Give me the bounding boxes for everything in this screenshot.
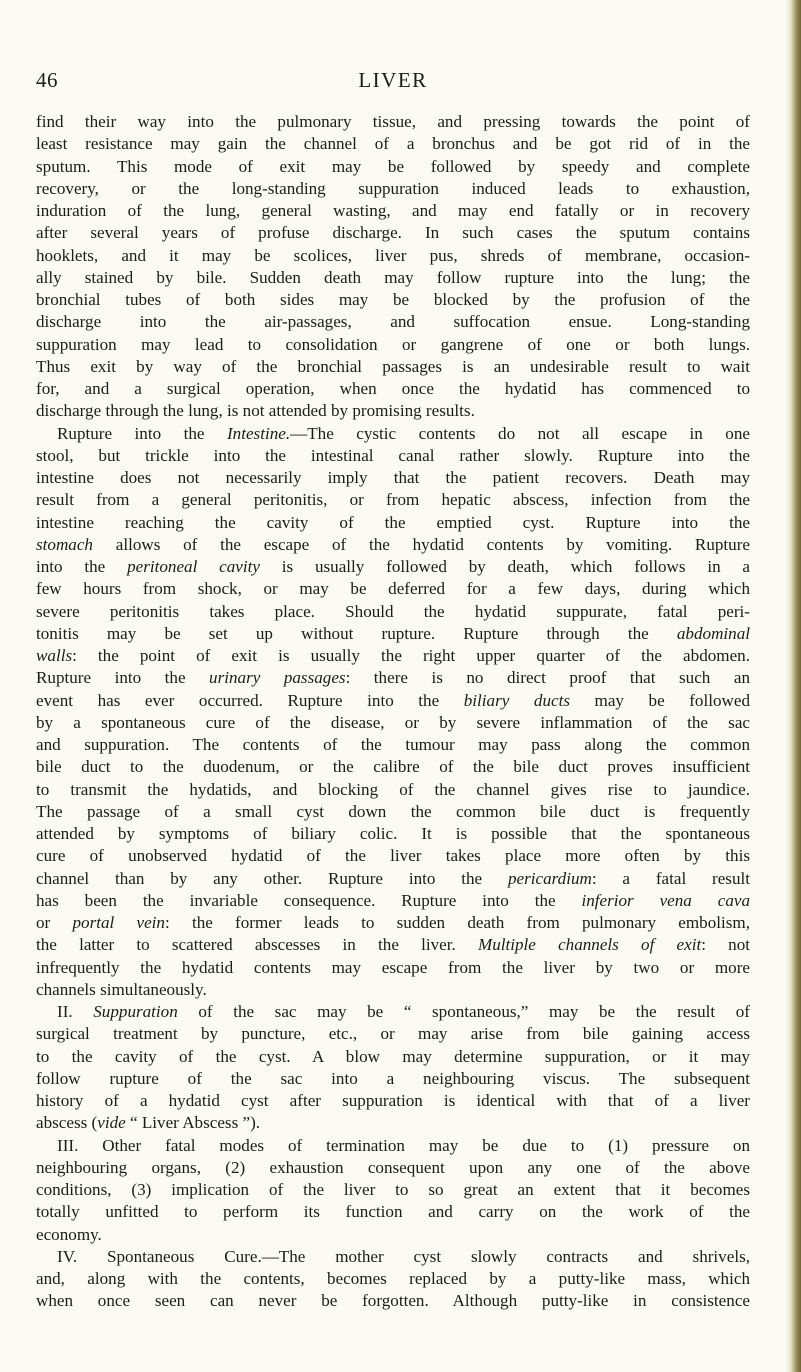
text-line bbox=[36, 200, 750, 222]
text-run: intestine does not necessarily imply that the patient recovers. Death may bbox=[36, 468, 750, 487]
text-line bbox=[36, 400, 750, 422]
text-run: bronchial tubes of both sides may be blocked by the profusion of the bbox=[36, 290, 750, 309]
text-run: bile duct to the duodenum, or the calibre of the bile duct proves insufficient bbox=[36, 757, 750, 777]
text-line bbox=[36, 1246, 750, 1268]
italic-term: portal vein bbox=[72, 913, 165, 932]
text-line bbox=[36, 556, 750, 578]
running-title: LIVER bbox=[358, 68, 428, 92]
italic-term: pericardium bbox=[507, 868, 592, 888]
text-run: : there is no direct proof that such an bbox=[345, 668, 750, 688]
text-run: Rupture into the bbox=[36, 668, 210, 688]
text-run: follow rupture of the sac into a neighbouring viscus. The subsequent bbox=[36, 1068, 750, 1088]
text-run: IV. Spontaneous Cure.—The mother cyst slowly contracts and shrivels, bbox=[57, 1246, 750, 1266]
text-line bbox=[36, 601, 750, 623]
text-line bbox=[36, 1157, 750, 1179]
italic-term: vide bbox=[97, 1113, 126, 1133]
text-run: after several years of profuse discharge. In such cases the sputum contains bbox=[36, 223, 750, 243]
text-run: discharge through the lung, is not attended by promising results. bbox=[36, 401, 475, 421]
text-line bbox=[36, 690, 750, 712]
text-run: neighbouring organs, (2) exhaustion consequent upon any one of the above bbox=[36, 1157, 750, 1177]
text-run: may be followed bbox=[569, 690, 750, 710]
text-line bbox=[36, 267, 750, 289]
page-number: 46 bbox=[36, 68, 58, 92]
text-line bbox=[36, 445, 750, 467]
text-line bbox=[36, 1023, 750, 1045]
text-line bbox=[36, 1090, 750, 1112]
italic-term: Suppuration bbox=[93, 1002, 178, 1021]
text-run: of the sac may be “ spontaneous,” may be the result of bbox=[177, 1002, 750, 1021]
text-line bbox=[36, 1268, 750, 1290]
text-run: and suppuration. The contents of the tumour may pass along the common bbox=[36, 735, 750, 754]
text-line bbox=[36, 801, 750, 823]
text-run: history of a hydatid cyst after suppuration is identical with that of a liver bbox=[36, 1091, 750, 1110]
text-run: Rupture into the bbox=[57, 423, 227, 443]
text-run: the latter to scattered abscesses in the liver. bbox=[36, 935, 478, 955]
text-line bbox=[36, 1135, 750, 1157]
text-run: to the cavity of the cyst. A blow may determine suppuration, or it may bbox=[36, 1046, 750, 1066]
text-line bbox=[36, 1290, 750, 1312]
text-run: find their way into the pulmonary tissue, and pressing towards the point of bbox=[36, 112, 750, 131]
text-line bbox=[36, 1046, 750, 1068]
text-run: few hours from shock, or may be deferred for a few days, during which bbox=[36, 579, 750, 599]
text-run: cure of unobserved hydatid of the liver takes place more often by this bbox=[36, 846, 750, 866]
text-line bbox=[36, 534, 750, 556]
text-line bbox=[36, 245, 750, 267]
italic-term: biliary ducts bbox=[463, 690, 570, 710]
text-run: channels simultaneously. bbox=[36, 979, 207, 999]
text-run: severe peritonitis takes place. Should the hydatid suppurate, fatal peri- bbox=[36, 601, 750, 621]
text-run: when once seen can never be forgotten. Although putty-like in consistence bbox=[36, 1291, 750, 1311]
text-run: and, along with the contents, becomes replaced by a putty-like mass, which bbox=[36, 1269, 750, 1288]
text-run: “ Liver Abscess ”). bbox=[125, 1113, 261, 1133]
text-run: economy. bbox=[36, 1224, 102, 1244]
text-run: —The cystic contents do not all escape in one bbox=[290, 423, 750, 443]
text-run: for, and a surgical operation, when once the hydatid has commenced to bbox=[36, 379, 750, 398]
text-line bbox=[36, 734, 750, 756]
text-run: III. Other fatal modes of termination may be due to (1) pressure on bbox=[57, 1135, 750, 1155]
text-run: sputum. This mode of exit may be followed by speedy and complete bbox=[36, 156, 750, 176]
text-line bbox=[36, 1224, 750, 1246]
text-run: abscess ( bbox=[36, 1113, 98, 1133]
page-edge-shadow bbox=[785, 0, 801, 1372]
text-line bbox=[36, 378, 750, 400]
italic-term: Intestine. bbox=[226, 423, 291, 443]
text-line bbox=[36, 845, 750, 867]
text-run: has been the invariable consequence. Rupture into the bbox=[36, 890, 582, 910]
text-run: II. bbox=[57, 1002, 94, 1021]
italic-term: urinary passages bbox=[209, 668, 346, 688]
text-run: : the point of exit is usually the right upper quarter of the abdomen. bbox=[72, 646, 750, 665]
text-line bbox=[36, 133, 750, 155]
text-run: least resistance may gain the channel of a bronchus and be got rid of in the bbox=[36, 134, 750, 154]
text-line bbox=[36, 311, 750, 333]
italic-term: abdominal bbox=[676, 623, 750, 643]
text-line bbox=[36, 779, 750, 801]
text-line bbox=[36, 156, 750, 178]
text-run: surgical treatment by puncture, etc., or may arise from bile gaining access bbox=[36, 1024, 750, 1044]
text-line bbox=[36, 934, 750, 956]
text-run: channel than by any other. Rupture into the bbox=[36, 868, 508, 888]
text-line bbox=[36, 356, 750, 378]
text-run: stool, but trickle into the intestinal canal rather slowly. Rupture into the bbox=[36, 445, 750, 465]
text-run: result from a general peritonitis, or from hepatic abscess, infection from the bbox=[36, 490, 750, 510]
text-run: by a spontaneous cure of the disease, or by severe inflammation of the sac bbox=[36, 712, 750, 732]
text-run: attended by symptoms of biliary colic. It is possible that the spontaneous bbox=[36, 824, 750, 843]
text-line bbox=[36, 423, 750, 445]
text-run: allows of the escape of the hydatid contents by vomiting. Rupture bbox=[92, 534, 750, 554]
text-run: ally stained by bile. Sudden death may follow rupture into the lung; the bbox=[36, 267, 750, 287]
text-line bbox=[36, 1001, 750, 1023]
text-run: recovery, or the long-standing suppuration induced leads to exhaustion, bbox=[36, 178, 750, 198]
text-line bbox=[36, 512, 750, 534]
text-run: : a fatal result bbox=[591, 868, 750, 888]
italic-term: inferior vena cava bbox=[581, 890, 750, 910]
italic-term: walls bbox=[36, 646, 73, 665]
text-run: hooklets, and it may be scolices, liver pus, shreds of membrane, occasion- bbox=[36, 245, 750, 265]
text-run: The passage of a small cyst down the common bile duct is frequently bbox=[36, 801, 750, 821]
text-line bbox=[36, 334, 750, 356]
text-line bbox=[36, 578, 750, 600]
text-line bbox=[36, 890, 750, 912]
text-line bbox=[36, 1112, 750, 1134]
text-run: intestine reaching the cavity of the emptied cyst. Rupture into the bbox=[36, 512, 750, 532]
text-run: tonitis may be set up without rupture. Rupture through the bbox=[36, 623, 677, 643]
text-run: : not bbox=[701, 935, 750, 955]
italic-term: peritoneal cavity bbox=[127, 557, 260, 576]
text-line bbox=[36, 912, 750, 934]
running-header bbox=[36, 68, 750, 94]
text-run: suppuration may lead to consolidation or gangrene of one or both lungs. bbox=[36, 334, 750, 354]
text-run: into the bbox=[36, 557, 128, 576]
text-run: to transmit the hydatids, and blocking of the channel gives rise to jaundice. bbox=[36, 779, 750, 799]
text-run: is usually followed by death, which follows in a bbox=[259, 557, 750, 576]
text-run: infrequently the hydatid contents may escape from the liver by two or more bbox=[36, 957, 750, 977]
text-run: : the former leads to sudden death from pulmonary embolism, bbox=[164, 913, 750, 932]
text-run: induration of the lung, general wasting, and may end fatally or in recovery bbox=[36, 201, 750, 220]
text-line bbox=[36, 823, 750, 845]
text-line bbox=[36, 489, 750, 511]
text-line bbox=[36, 868, 750, 890]
text-line bbox=[36, 289, 750, 311]
italic-term: stomach bbox=[36, 534, 93, 554]
text-line bbox=[36, 1068, 750, 1090]
text-line bbox=[36, 957, 750, 979]
text-run: or bbox=[36, 913, 73, 932]
text-line bbox=[36, 667, 750, 689]
text-line bbox=[36, 178, 750, 200]
body-text bbox=[36, 111, 750, 1313]
text-line bbox=[36, 1201, 750, 1223]
text-line bbox=[36, 645, 750, 667]
text-line bbox=[36, 712, 750, 734]
text-line bbox=[36, 623, 750, 645]
text-run: Thus exit by way of the bronchial passages is an undesirable result to wait bbox=[36, 356, 750, 376]
text-run: totally unfitted to perform its function and carry on the work of the bbox=[36, 1202, 750, 1222]
text-line bbox=[36, 222, 750, 244]
italic-term: Multiple channels of exit bbox=[477, 935, 702, 955]
text-run: event has ever occurred. Rupture into the bbox=[36, 690, 464, 710]
text-line bbox=[36, 756, 750, 778]
text-run: discharge into the air-passages, and suffocation ensue. Long-standing bbox=[36, 312, 750, 332]
text-line bbox=[36, 979, 750, 1001]
text-line bbox=[36, 1179, 750, 1201]
text-run: conditions, (3) implication of the liver to so great an extent that it becomes bbox=[36, 1180, 750, 1199]
text-line bbox=[36, 111, 750, 133]
text-line bbox=[36, 467, 750, 489]
